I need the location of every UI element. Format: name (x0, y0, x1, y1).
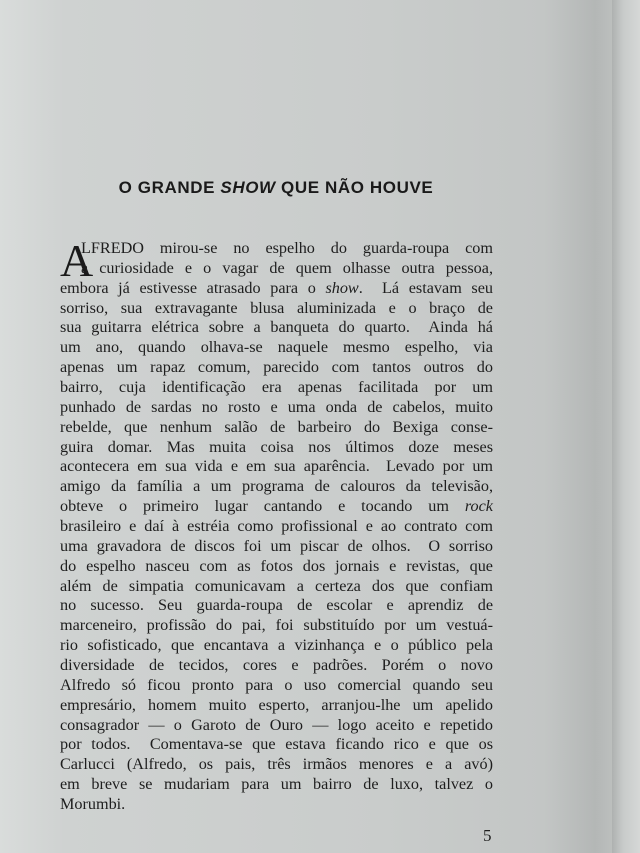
text-line (60, 457, 493, 477)
text-segment: Alfredo só ficou pronto para o uso comercial quando seu (60, 675, 493, 694)
text-segment: rio sofisticado, que encantava a vizinhança e o público pela (60, 636, 493, 655)
text-line (60, 378, 493, 398)
text-segment: obteve o primeiro lugar cantando e tocando um (60, 497, 465, 516)
text-segment: empresário, homem muito esperto, arranjou-lhe um apelido (60, 695, 493, 714)
text-line (60, 358, 493, 378)
text-line (60, 596, 493, 616)
text-segment: uma gravadora de discos foi um piscar de olhos. O sorriso (60, 536, 493, 555)
text-line (60, 438, 493, 458)
text-line (60, 795, 493, 815)
text-segment: por todos. Comentava-se que estava ficando rico e que os (60, 735, 493, 754)
text-line (60, 537, 493, 557)
text-line (60, 517, 493, 537)
text-line (60, 477, 493, 497)
text-segment: punhado de sardas no rosto e uma onda de cabelos, muito (60, 397, 493, 416)
text-segment: brasileiro e daí à estréia como profissional e ao contrato com (60, 517, 493, 536)
text-line (60, 338, 493, 358)
text-line (60, 398, 493, 418)
text-line (81, 239, 493, 259)
text-line (60, 616, 493, 636)
text-segment: do espelho nasceu com as fotos dos jornais e revistas, que (60, 556, 493, 575)
text-line (60, 735, 493, 755)
text-segment: apenas um rapaz comum, parecido com tantos outros do (60, 358, 493, 377)
text-segment: marceneiro, profissão do pai, foi substituído por um vestuá- (60, 616, 493, 635)
text-line (60, 557, 493, 577)
text-line (60, 636, 493, 656)
text-line (60, 696, 493, 716)
text-segment: embora já estivesse atrasado para o (60, 278, 326, 297)
text-segment: diversidade de tecidos, cores e padrões. Porém o novo (60, 656, 493, 675)
chapter-title-part: QUE NÃO HOUVE (275, 178, 434, 197)
text-segment: acontecera em sua vida e em sua aparência. Levado por um (60, 457, 493, 476)
text-line (60, 497, 493, 517)
text-segment: sua guitarra elétrica sobre a banqueta do quarto. Ainda há (60, 318, 493, 337)
text-segment: no sucesso. Seu guarda-roupa de escolar e aprendiz de (60, 596, 493, 615)
italic-word: rock (464, 497, 493, 516)
text-line (60, 656, 493, 676)
text-line (60, 716, 493, 736)
text-segment: a curiosidade e o vagar de quem olhasse outra pessoa, (81, 258, 493, 277)
text-segment: além de simpatia comunicavam a certeza dos que confiam (60, 576, 493, 595)
chapter-title-italic: SHOW (220, 178, 276, 197)
text-segment: bairro, cuja identificação era apenas facilitada por um (60, 378, 493, 397)
text-segment: sorriso, sua extravagante blusa aluminizada e o braço de (60, 298, 493, 317)
text-segment: um ano, quando olhava-se naquele mesmo espelho, via (60, 338, 493, 357)
text-line (60, 775, 493, 795)
text-segment: . Lá estavam seu (358, 278, 493, 297)
text-segment: Morumbi. (60, 795, 126, 814)
book-page-edge (612, 0, 640, 853)
text-line (60, 676, 493, 696)
text-line (60, 755, 493, 775)
text-segment: em breve se mudariam para um bairro de luxo, talvez o (60, 775, 493, 794)
text-segment: guira domar. Mas muita coisa nos últimos doze meses (60, 437, 493, 456)
drop-cap: A (60, 235, 94, 286)
text-segment: amigo da família a um programa de calouros da televisão, (60, 477, 493, 496)
text-segment: rebelde, que nenhum salão de barbeiro do Bexiga conse- (60, 417, 493, 436)
text-line (60, 577, 493, 597)
italic-word: show (325, 278, 359, 297)
text-line (60, 418, 493, 438)
text-segment: Carlucci (Alfredo, os pais, três irmãos menores e a avó) (60, 755, 493, 774)
text-segment: consagrador — o Garoto de Ouro — logo aceito e repetido (60, 715, 493, 734)
body-text (60, 235, 493, 815)
page-number: 5 (483, 826, 492, 845)
text-line (81, 259, 493, 279)
text-line (60, 299, 493, 319)
chapter-title-part: O GRANDE (118, 178, 221, 197)
text-segment: LFREDO mirou-se no espelho do guarda-roupa com (81, 239, 493, 257)
chapter-title (0, 178, 552, 198)
text-line (60, 318, 493, 338)
text-line (60, 279, 493, 299)
